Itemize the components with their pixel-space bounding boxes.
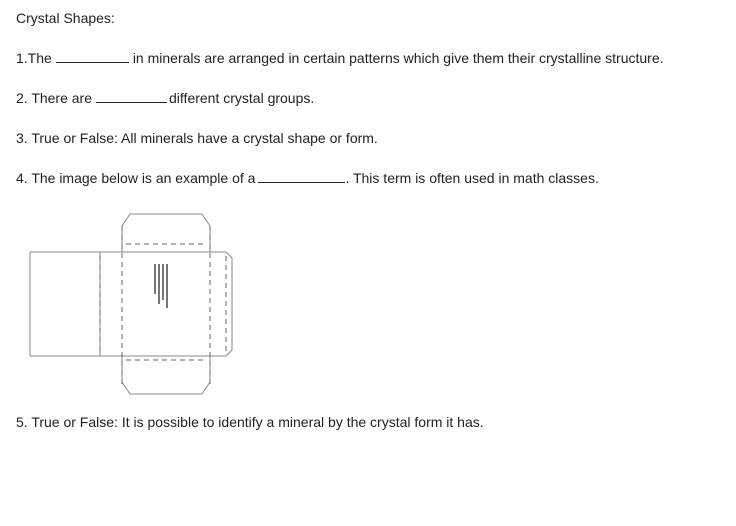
net-right-flap: [226, 252, 232, 356]
net-bottom-flap: [122, 356, 210, 394]
question-1-prefix: 1.The: [16, 50, 52, 66]
question-4-blank[interactable]: [258, 169, 345, 183]
question-1-suffix: in minerals are arranged in certain patterns which give them their crystalline structure.: [132, 50, 664, 66]
question-4-suffix: . This term is often used in math classes.: [345, 170, 599, 186]
net-top-flap: [122, 214, 210, 252]
question-2-suffix: different crystal groups.: [169, 90, 315, 106]
question-4-prefix: 4. The image below is an example of a: [16, 170, 256, 186]
worksheet-title: Crystal Shapes:: [16, 10, 115, 26]
question-3: 3. True or False: All minerals have a crystal shape or form.: [16, 130, 378, 146]
net-left-panel: [30, 252, 100, 356]
crystal-net-image: [26, 210, 240, 396]
net-fine-print: [154, 264, 168, 308]
question-1-blank[interactable]: [56, 49, 129, 63]
question-2: [16, 89, 314, 107]
question-5: 5. True or False: It is possible to identify a mineral by the crystal form it has.: [16, 414, 484, 430]
question-1: [16, 49, 664, 67]
question-2-prefix: 2. There are: [16, 90, 93, 106]
question-2-blank[interactable]: [96, 89, 167, 103]
question-4: [16, 169, 599, 187]
